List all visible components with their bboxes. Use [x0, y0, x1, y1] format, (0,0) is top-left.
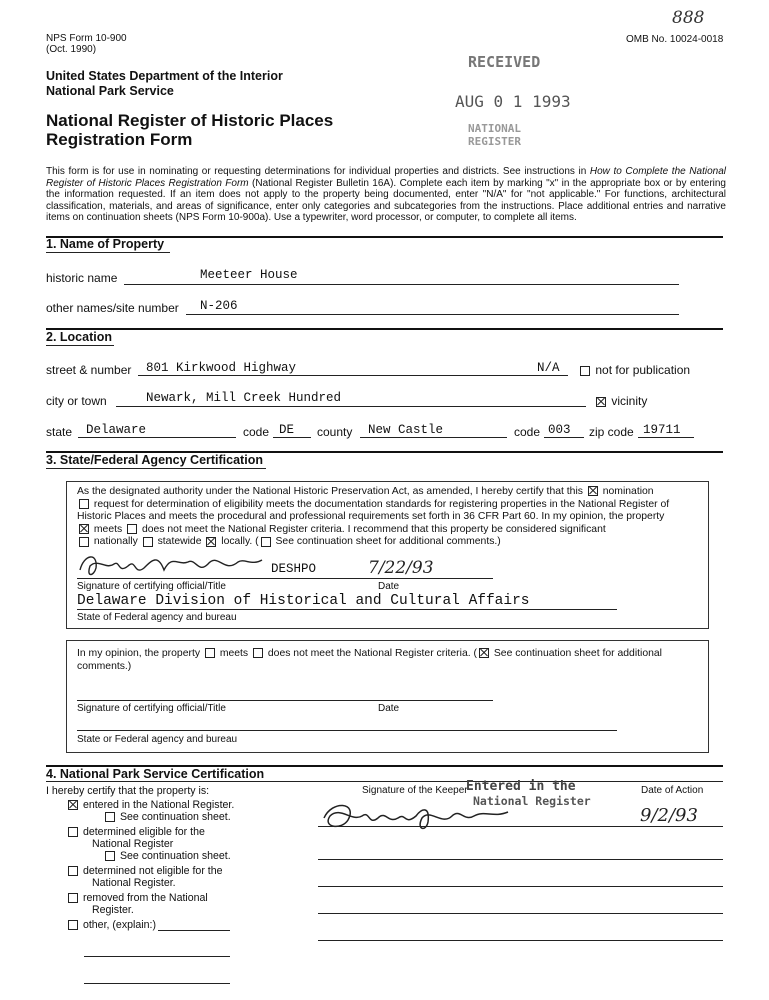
section-1-title: 1. Name of Property [46, 237, 165, 251]
zip-value[interactable]: 19711 [643, 423, 681, 437]
sig-label: Signature of certifying official/Title [77, 581, 226, 592]
eligible-cont-checkbox[interactable] [105, 851, 115, 861]
opinion-text [77, 648, 697, 673]
official-signature [72, 548, 272, 582]
form-date: (Oct. 1990) [46, 44, 97, 55]
date-label-2: Date [378, 703, 400, 714]
cert-continuation: See continuation sheet for additional comments.) [275, 536, 501, 548]
statewide-checkbox[interactable] [143, 537, 153, 547]
vicinity-label: vicinity [611, 394, 648, 408]
section-2-title: 2. Location [46, 330, 112, 344]
section-4-title: 4. National Park Service Certification [46, 767, 265, 781]
sig-label-2: Signature of certifying official/Title [77, 703, 226, 714]
instructions-italic: How to Complete the National Register of Historic Places Registration Form [46, 166, 726, 189]
not-eligible-checkbox[interactable] [68, 866, 78, 876]
county-code-label: code [514, 425, 541, 439]
department: United States Department of the Interior [46, 69, 283, 83]
sign-date: 7/22/93 [368, 558, 434, 578]
underline [77, 730, 617, 731]
underline [360, 437, 507, 438]
removed-label-1: removed from the National [82, 892, 208, 904]
opinion-meets-checkbox[interactable] [205, 648, 215, 658]
agency-label-2: State or Federal agency and bureau [77, 734, 238, 745]
vicinity-checkbox[interactable] [596, 397, 606, 407]
entered-checkbox[interactable] [68, 800, 78, 810]
not-eligible-option[interactable] [66, 865, 223, 877]
street-label: street & number [46, 363, 132, 377]
section-3-title: 3. State/Federal Agency Certification [46, 453, 263, 467]
nomination-checkbox[interactable] [588, 486, 598, 496]
keeper-label: Signature of the Keeper [362, 785, 468, 796]
opinion-continuation-checkbox[interactable] [479, 648, 489, 658]
received-date: AUG 0 1 1993 [455, 92, 571, 111]
other-option[interactable] [66, 919, 156, 931]
handwritten-ref: 888 [672, 8, 705, 28]
not-meets-checkbox[interactable] [127, 524, 137, 534]
vicinity[interactable] [594, 394, 647, 408]
instructions [46, 166, 726, 224]
divider [46, 252, 170, 253]
eligible-label-2: National Register [92, 838, 174, 850]
instructions-text-2: (National Register Bulletin 16A). Complete each item by marking "x" in the appropriate box or by entering the information requested. If an item does not apply to the property being documented, enter "N/A" for "not applicable." For functions, architectural classification, materials, and areas of significance, enter only categories and subcategories from the instructions. Place additional entries and narrative items on continuation sheets (NPS Form 10-900a). Use a typewriter, word processor, or computer, to complete all items. [46, 177, 726, 224]
other-names-value[interactable]: N-206 [200, 299, 238, 313]
entered-cont[interactable] [103, 811, 231, 823]
eligible-option[interactable] [66, 826, 205, 838]
divider [46, 781, 723, 782]
cert-statewide: statewide [157, 536, 202, 548]
underline [138, 375, 568, 376]
underline [77, 578, 493, 579]
underline [78, 437, 236, 438]
not-eligible-label-1: determined not eligible for the [82, 865, 223, 877]
historic-name-value[interactable]: Meeteer House [200, 268, 298, 282]
underline [77, 609, 617, 610]
cert-text-b: request for determination of eligibility meets the documentation standards for registering properties in the National Register of [93, 498, 670, 510]
underline [318, 859, 723, 860]
divider [46, 328, 723, 330]
not-eligible-label-2: National Register. [92, 877, 176, 889]
opinion-not-checkbox[interactable] [253, 648, 263, 658]
underline [318, 940, 723, 941]
form-title-1: National Register of Historic Places [46, 111, 334, 130]
underline [640, 826, 723, 827]
eligible-checkbox[interactable] [68, 827, 78, 837]
removed-checkbox[interactable] [68, 893, 78, 903]
eligible-cont-label: See continuation sheet. [119, 850, 231, 862]
state-label: state [46, 425, 73, 439]
underline [124, 284, 679, 285]
agency-value[interactable]: Delaware Division of Historical and Cultural Affairs [77, 593, 530, 609]
action-label: Date of Action [641, 785, 704, 796]
request-checkbox[interactable] [79, 499, 89, 509]
signer-title: DESHPO [271, 562, 317, 576]
keeper-stamp-2: National Register [473, 794, 591, 808]
underline [318, 913, 723, 914]
meets-checkbox[interactable] [79, 524, 89, 534]
state-code-value[interactable]: DE [279, 423, 295, 437]
not-for-publication-label: not for publication [595, 363, 691, 377]
form-title-2: Registration Form [46, 130, 193, 149]
entered-cont-checkbox[interactable] [105, 812, 115, 822]
eligible-label-1: determined eligible for the [82, 826, 205, 838]
instructions-text: This form is for use in nominating or requesting determinations for individual properties and districts. See instructions in [46, 166, 590, 177]
cert-continuation-checkbox[interactable] [261, 537, 271, 547]
underline [84, 956, 230, 957]
historic-name-label: historic name [46, 271, 118, 285]
stamp-line-2: REGISTER [468, 135, 521, 148]
zip-label: zip code [589, 425, 634, 439]
action-date: 9/2/93 [640, 805, 698, 826]
underline [273, 437, 311, 438]
other-names-label: other names/site number [46, 301, 179, 315]
nationally-checkbox[interactable] [79, 537, 89, 547]
street-na[interactable]: N/A [537, 361, 560, 375]
underline [186, 314, 679, 315]
entered-label: entered in the National Register. [82, 799, 235, 811]
opinion-continuation: See continuation sheet for additional comments.) [77, 648, 662, 672]
keeper-stamp-1: Entered in the [466, 779, 576, 794]
opinion-not: does not meet the National Register criteria. ( [267, 648, 477, 659]
entered-cont-label: See continuation sheet. [119, 811, 231, 823]
removed-label-2: Register. [92, 904, 134, 916]
form-number: NPS Form 10-900 [46, 33, 127, 44]
state-code-label: code [243, 425, 270, 439]
stamp-line-1: NATIONAL [468, 122, 521, 135]
cert-text-d: does not meet the National Register criteria. I recommend that this property be considered significant [141, 523, 606, 535]
county-value[interactable]: New Castle [368, 423, 444, 437]
cert-nomination: nomination [602, 486, 654, 497]
state-value[interactable]: Delaware [86, 423, 147, 437]
divider [46, 468, 266, 469]
omb-number: OMB No. 10024-0018 [626, 34, 724, 45]
city-value[interactable]: Newark, Mill Creek Hundred [146, 391, 342, 405]
locally-checkbox[interactable] [206, 537, 216, 547]
underline [638, 437, 694, 438]
cert-meets: meets [93, 523, 123, 535]
certify-text: I hereby certify that the property is: [46, 785, 210, 797]
underline [77, 700, 493, 701]
underline [544, 437, 584, 438]
underline [318, 886, 723, 887]
opinion-text-a: In my opinion, the property [77, 648, 201, 659]
eligible-cont[interactable] [103, 850, 231, 862]
underline [116, 406, 586, 407]
county-label: county [317, 425, 353, 439]
cert-text-c: Historic Places and meets the procedural and professional requirements set forth in 36 CFR Part 60. In my opinion, the property [77, 511, 665, 523]
underline [158, 930, 230, 931]
removed-option[interactable] [66, 892, 208, 904]
county-code-value[interactable]: 003 [548, 423, 571, 437]
divider [46, 345, 114, 346]
agency-label: State of Federal agency and bureau [77, 612, 237, 623]
date-label: Date [378, 581, 400, 592]
other-checkbox[interactable] [68, 920, 78, 930]
cert-nationally: nationally [93, 536, 138, 548]
other-label: other, (explain:) [82, 919, 156, 931]
opinion-meets: meets [219, 648, 249, 659]
city-label: city or town [46, 394, 107, 408]
state-cert-text [77, 486, 702, 549]
entered-option[interactable] [66, 799, 234, 811]
underline [84, 983, 230, 984]
service: National Park Service [46, 84, 174, 98]
not-for-publication-checkbox[interactable] [580, 366, 590, 376]
cert-locally: locally. ( [221, 536, 259, 548]
received-stamp: RECEIVED [468, 53, 541, 71]
cert-text-a: As the designated authority under the National Historic Preservation Act, as amended, I hereby certify that this [77, 486, 583, 497]
street-value[interactable]: 801 Kirkwood Highway [146, 361, 297, 375]
keeper-signature [318, 796, 518, 836]
not-for-publication[interactable] [578, 363, 690, 377]
